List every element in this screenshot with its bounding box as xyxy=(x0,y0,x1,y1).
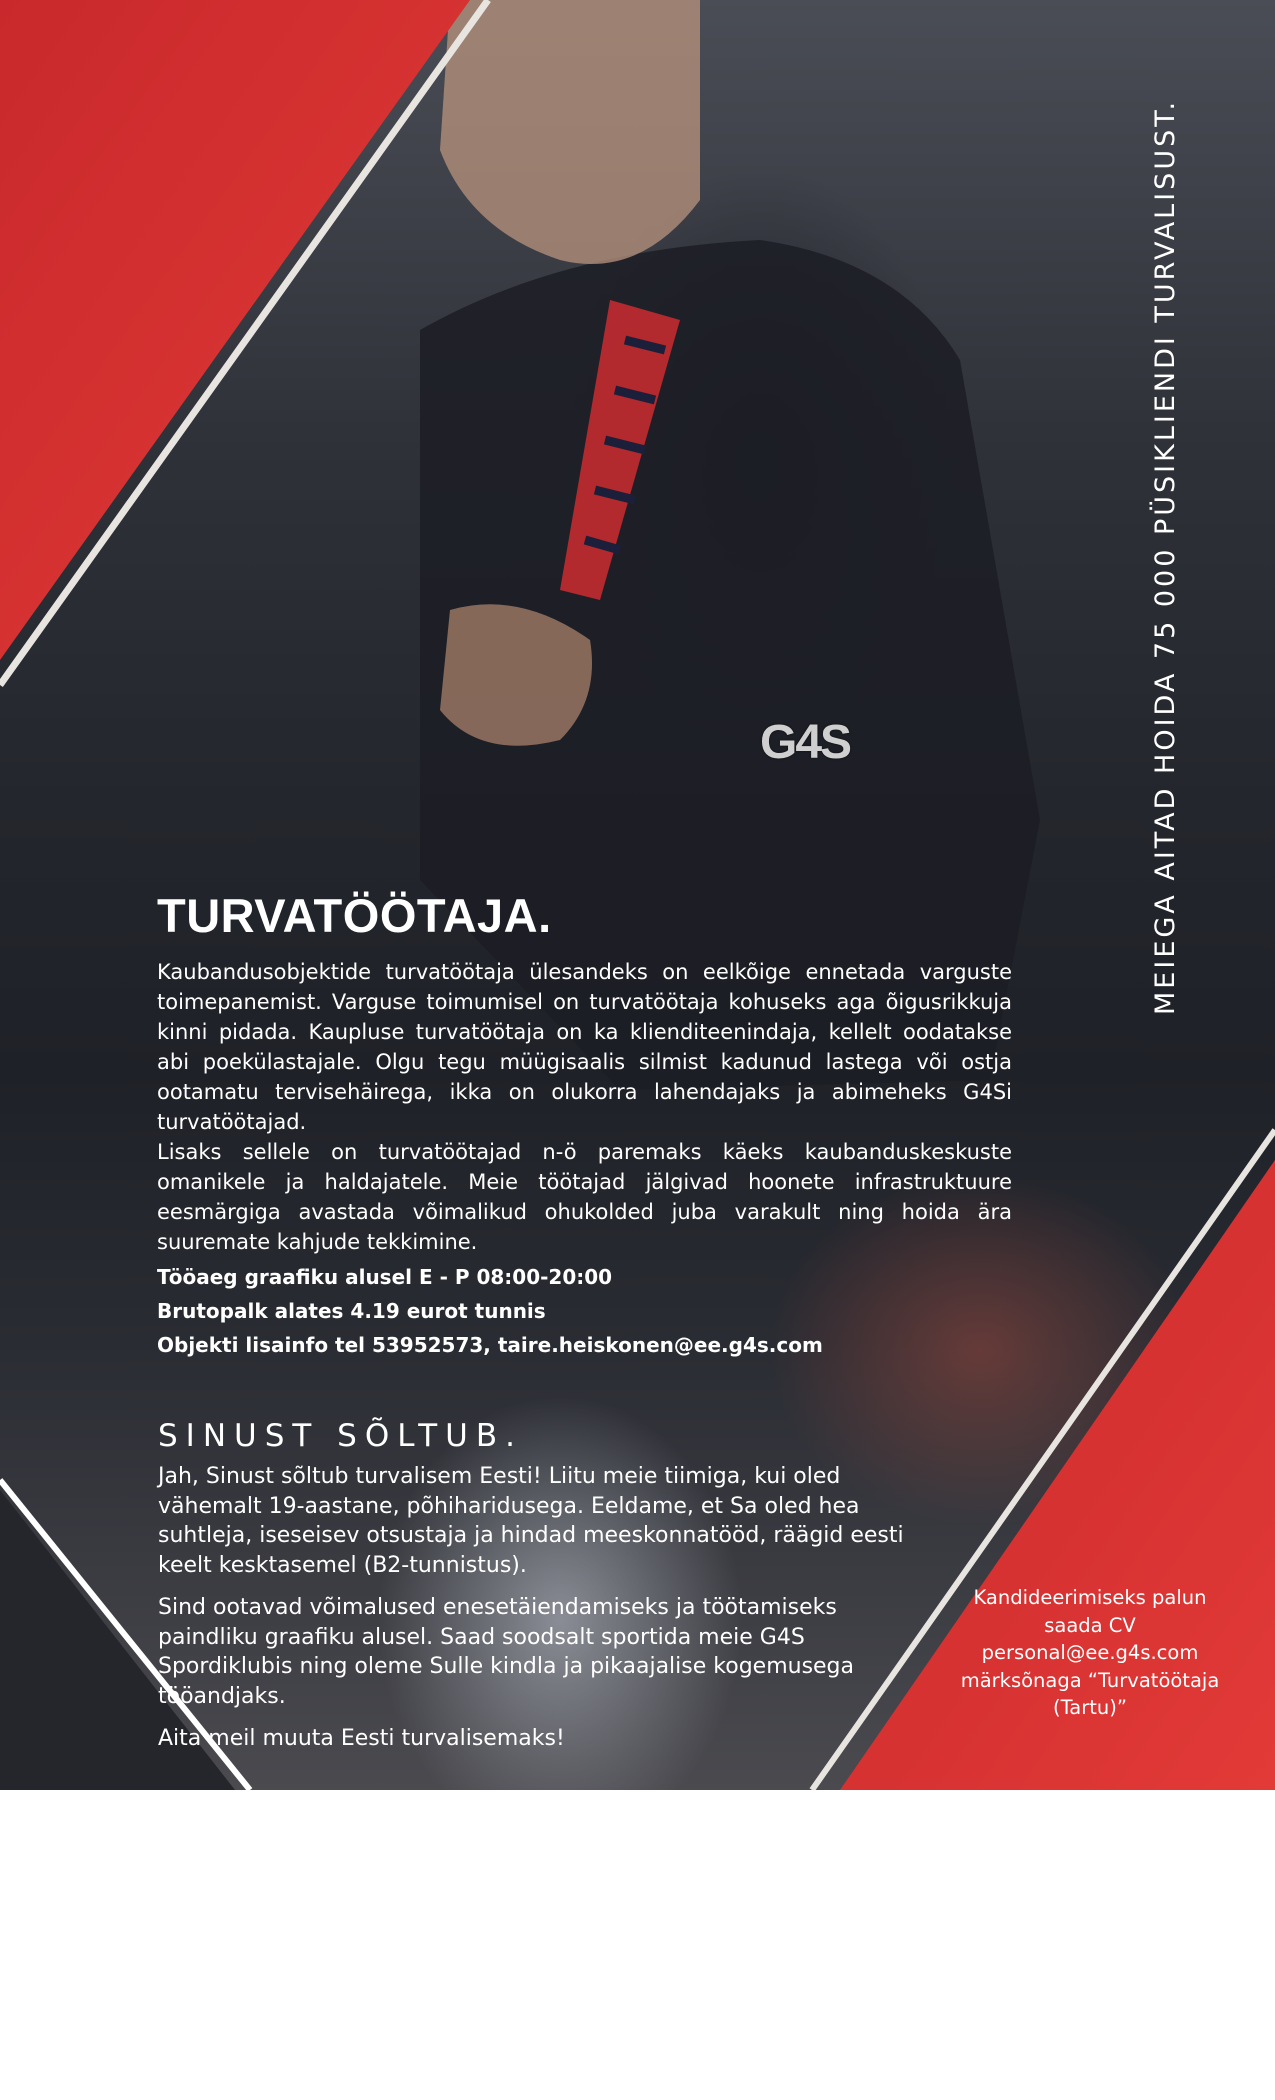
requirements-paragraph: Aita meil muuta Eesti turvalisemaks! xyxy=(158,1726,565,1751)
requirements xyxy=(158,1462,918,1767)
apply-line: Kandideerimiseks palun xyxy=(973,1586,1207,1609)
vertical-tagline: MEIEGA AITAD HOIDA 75 000 PÜSIKLIENDI TURVALISUST. xyxy=(1150,98,1181,1015)
contact-info: Objekti lisainfo tel 53952573, taire.heiskonen@ee.g4s.com xyxy=(157,1333,823,1357)
description-paragraph: Lisaks sellele on turvatöötajad n-ö paremaks käeks kaubanduskeskuste omanikele ja haldajatele. Meie töötajad jälgivad hoonete infrastruktuure eesmärgiga avastada võimalikud ohukolded juba varakult ning hoida ära suuremate kahjude tekkimine. xyxy=(157,1140,1012,1254)
page-title: TURVATÖÖTAJA. xyxy=(157,889,552,942)
apply-line: saada CV xyxy=(1044,1613,1136,1637)
apply-line: märksõnaga “Turvatöötaja xyxy=(960,1668,1220,1692)
apply-line: (Tartu)” xyxy=(1053,1696,1127,1719)
job-description xyxy=(157,957,1012,1257)
apply-email[interactable]: personal@ee.g4s.com xyxy=(981,1641,1199,1664)
g4s-logo xyxy=(760,715,856,771)
section-subtitle: SINUST SÕLTUB. xyxy=(158,1418,523,1454)
working-hours: Tööaeg graafiku alusel E - P 08:00-20:00 xyxy=(157,1265,613,1289)
application-info xyxy=(935,1584,1245,1722)
requirements-paragraph: Sind ootavad võimalused enesetäiendamiseks ja töötamiseks paindliku graafiku alusel. Saad soodsalt sportida meie G4S Spordiklubis ning oleme Sulle kindla ja pikaajalise kogemusega tööandjaks. xyxy=(158,1595,855,1709)
description-paragraph: Kaubandusobjektide turvatöötaja ülesandeks on eelkõige ennetada varguste toimepanemist. Varguse toimumisel on turvatöötaja kohuseks aga õigusrikkuja kinni pidada. Kaupluse turvatöötaja on ka klienditeenindaja, kellelt oodatakse abi poekülastajale. Olgu tegu müügisaalis silmist kadunud lastega või ostja ootamatu tervisehäirega, ikka on olukorra lahendajaks ja abimeheks G4Si turvatöötajad. xyxy=(157,960,1012,1134)
salary: Brutopalk alates 4.19 eurot tunnis xyxy=(157,1299,546,1323)
job-facts xyxy=(157,1260,1017,1362)
red-corner-top-left xyxy=(0,0,470,660)
g4s-logo-text: G4S xyxy=(760,716,851,769)
requirements-paragraph: Jah, Sinust sõltub turvalisem Eesti! Liitu meie tiimiga, kui oled vähemalt 19-aastane, põhiharidusega. Eeldame, et Sa oled hea suhtleja, iseseisev otsustaja ja hindad meeskonnatööd, räägid eesti keelt kesktasemel (B2-tunnistus). xyxy=(158,1464,904,1578)
